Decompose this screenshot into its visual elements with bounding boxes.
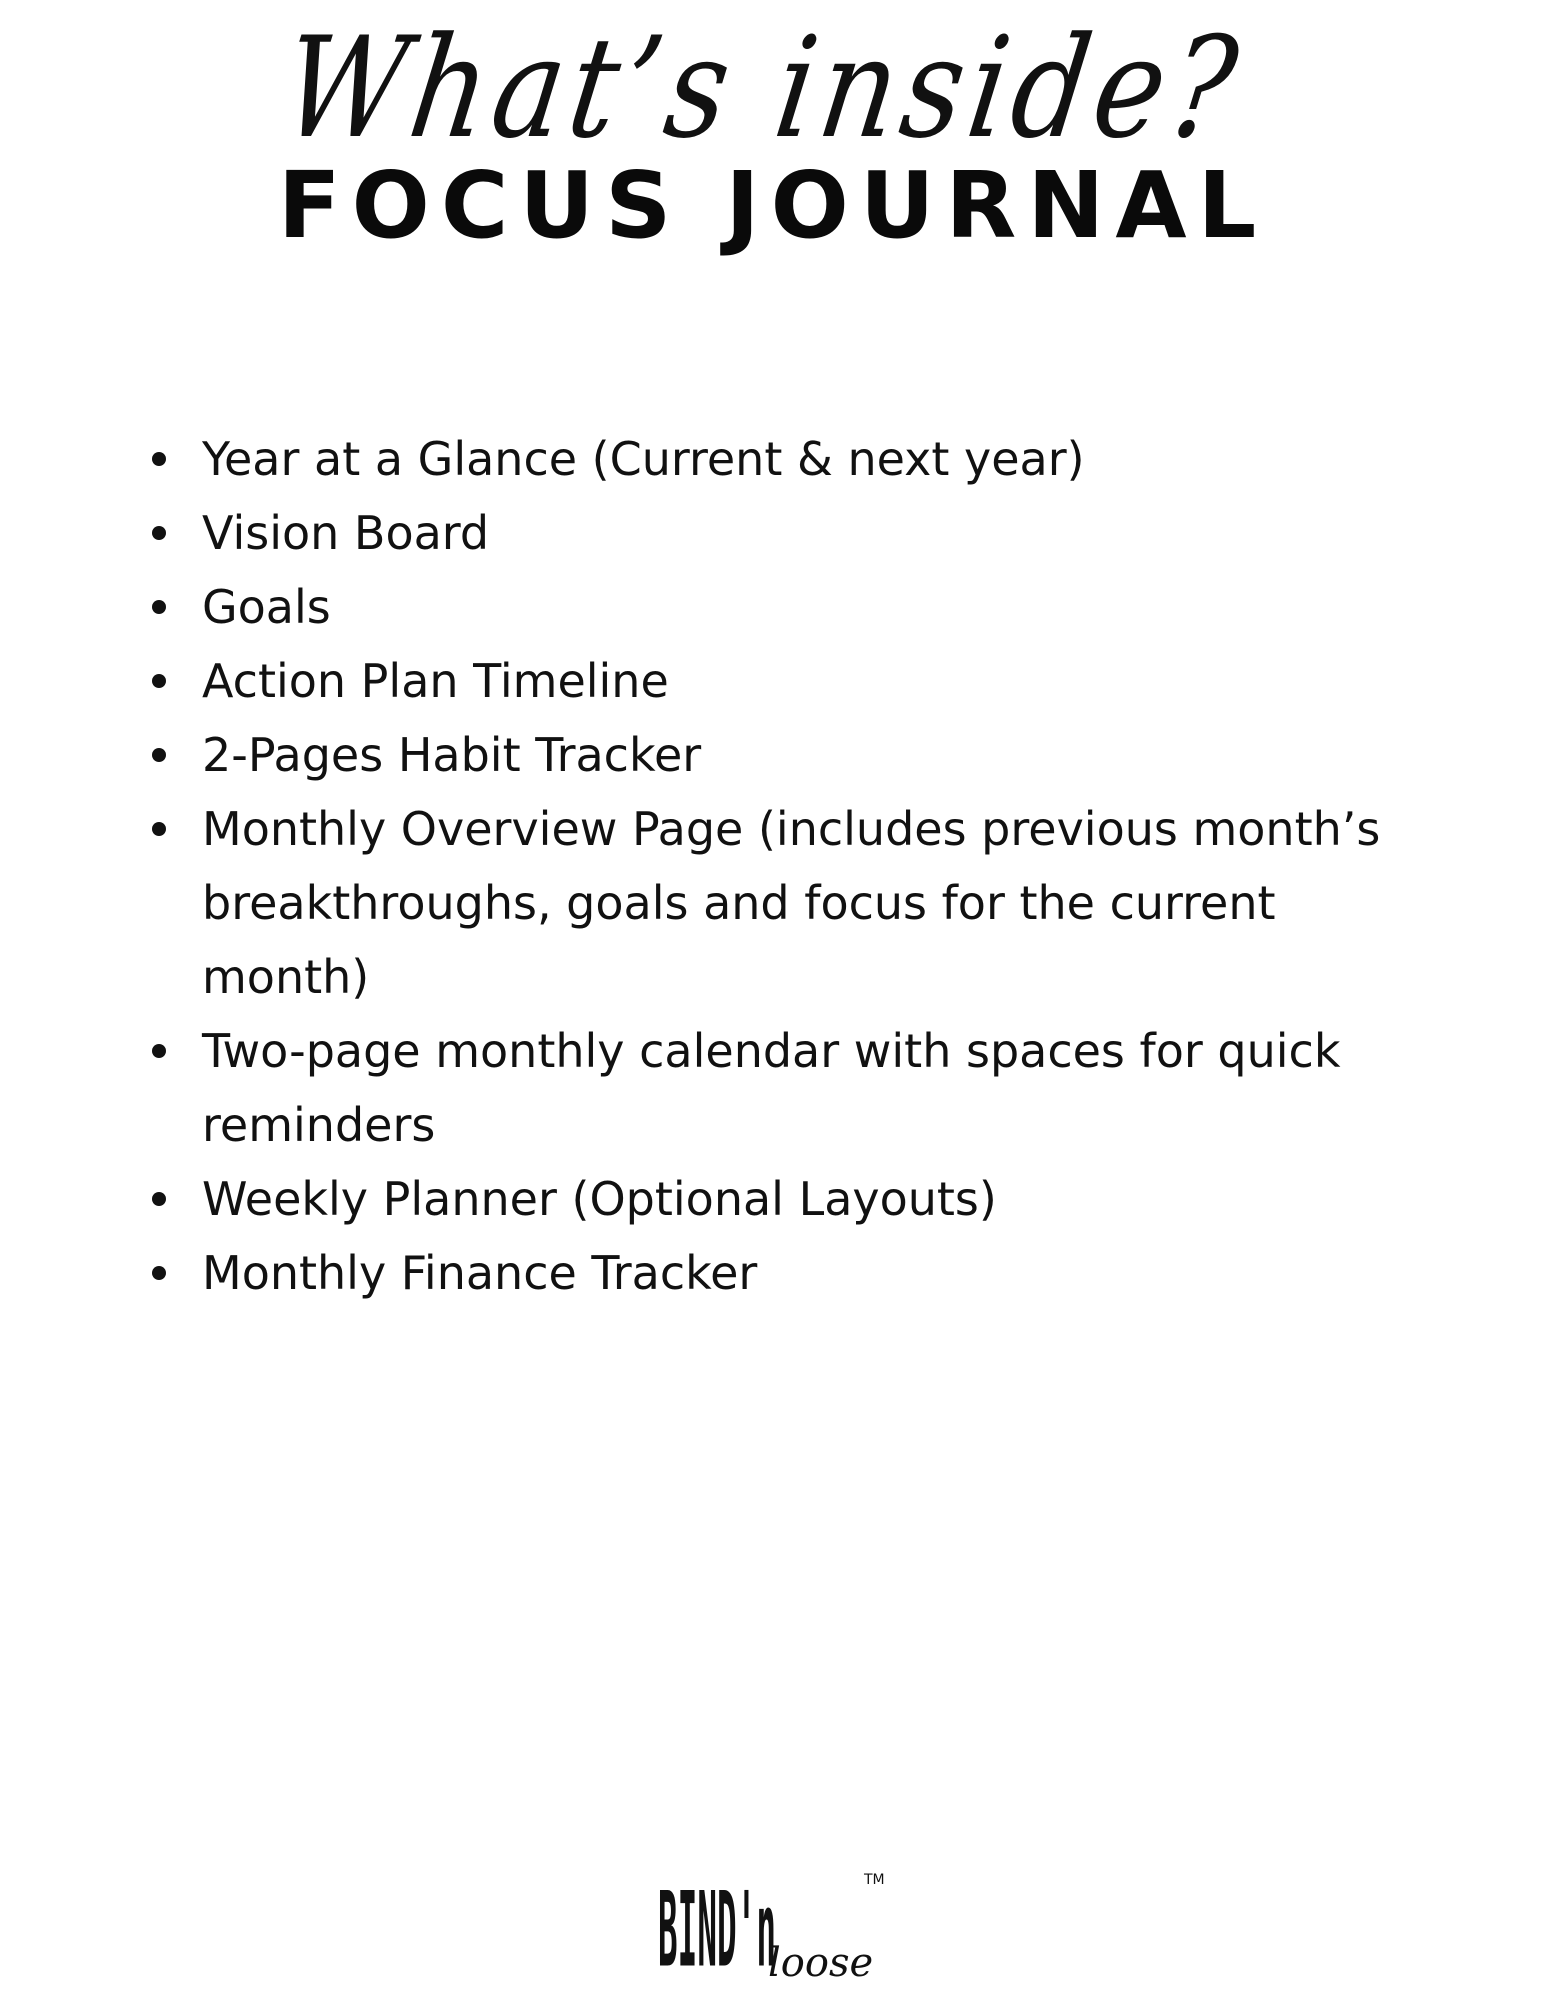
list-item bbox=[152, 1236, 1412, 1310]
list-item-text: 2-Pages Habit Tracker bbox=[202, 728, 702, 782]
list-item-text: Action Plan Timeline bbox=[202, 654, 669, 708]
bullet-icon bbox=[152, 822, 166, 836]
list-item-text: Goals bbox=[202, 580, 331, 634]
brand-logo bbox=[650, 1848, 910, 1988]
list-item-text: Vision Board bbox=[202, 506, 490, 560]
logo-sub-text: loose bbox=[768, 1940, 874, 1986]
bullet-icon bbox=[152, 452, 166, 466]
list-item bbox=[152, 1014, 1412, 1162]
logo-brand-text: BIND'n bbox=[658, 1871, 776, 1988]
list-item-text: Year at a Glance (Current & next year) bbox=[202, 432, 1085, 486]
bullet-icon bbox=[152, 1044, 166, 1058]
list-item bbox=[152, 792, 1412, 1014]
list-item bbox=[152, 1162, 1412, 1236]
bullet-icon bbox=[152, 748, 166, 762]
bullet-icon bbox=[152, 600, 166, 614]
list-item-text: Monthly Finance Tracker bbox=[202, 1246, 758, 1300]
page-title: FOCUS JOURNAL bbox=[277, 152, 1268, 259]
list-item-text: Weekly Planner (Optional Layouts) bbox=[202, 1172, 997, 1226]
contents-list bbox=[152, 422, 1412, 1310]
list-item-text: Monthly Overview Page (includes previous month’s breakthroughs, goals and focus for the current month) bbox=[202, 802, 1381, 1004]
bullet-icon bbox=[152, 674, 166, 688]
logo-trademark: TM bbox=[864, 1872, 885, 1888]
bullet-icon bbox=[152, 526, 166, 540]
list-item bbox=[152, 644, 1412, 718]
list-item bbox=[152, 718, 1412, 792]
list-item-text: Two-page monthly calendar with spaces for quick reminders bbox=[202, 1024, 1341, 1152]
bullet-icon bbox=[152, 1192, 166, 1206]
list-item bbox=[152, 422, 1412, 496]
script-title: What’s inside? bbox=[273, 6, 1252, 170]
list-item bbox=[152, 496, 1412, 570]
bullet-icon bbox=[152, 1266, 166, 1280]
list-item bbox=[152, 570, 1412, 644]
